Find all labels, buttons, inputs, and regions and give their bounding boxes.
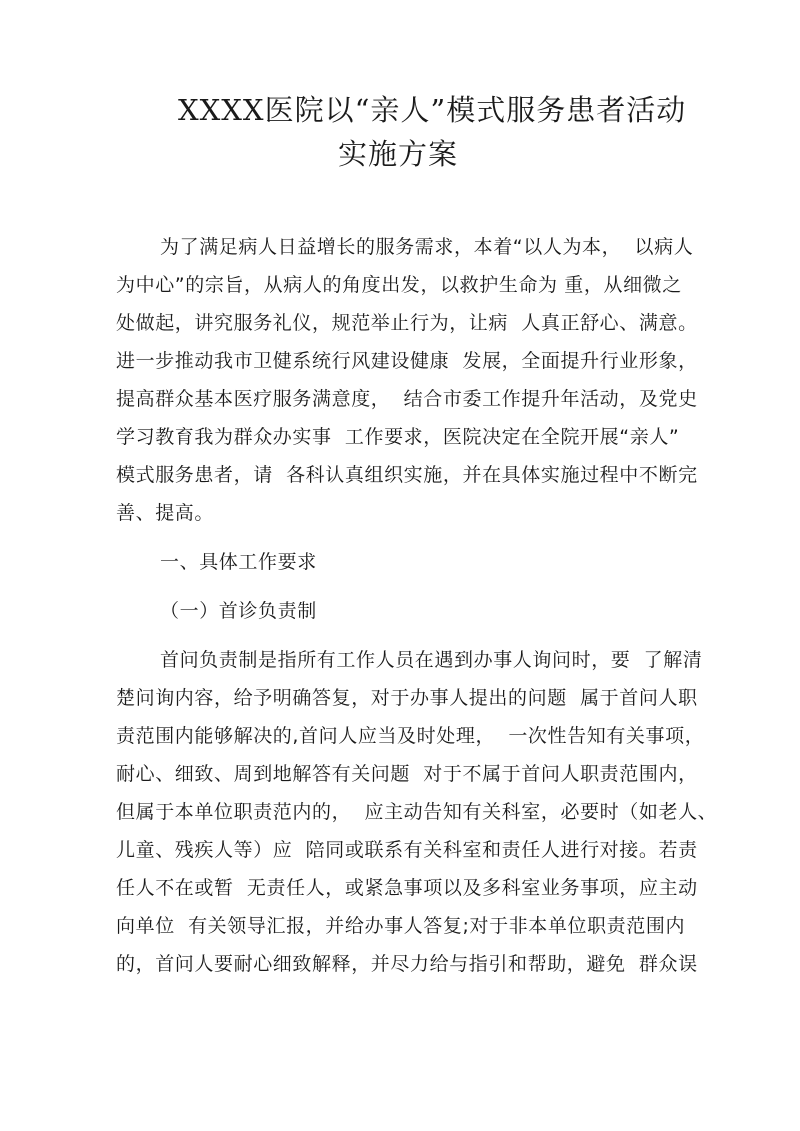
section-heading: 一、具体工作要求 [160, 551, 317, 573]
subsection-heading: （一）首诊负责制 [160, 600, 317, 622]
document-title-line-1: XXXX医院以“亲人”模式服务患者活动 [178, 93, 687, 127]
paragraph-line: 进一步推动我市卫健系统行风建设健康 发展，全面提升行业形象， [116, 350, 698, 372]
paragraph-line: 楚问询内容，给予明确答复，对于办事人提出的问题 属于首问人职 [116, 687, 698, 709]
paragraph-line: 但属于本单位职责范内的， 应主动告知有关科室，必要时（如老人、 [116, 801, 718, 823]
paragraph-line: 向单位 有关领导汇报，并给办事人答复;对于非本单位职责范围内 [116, 915, 686, 937]
paragraph-line: 耐心、细致、周到地解答有关问题 对于不属于首问人职责范围内， [116, 763, 698, 785]
document-title-line-2: 实施方案 [338, 137, 459, 171]
paragraph-line: 提高群众基本医疗服务满意度， 结合市委工作提升年活动，及党史 [116, 388, 698, 410]
paragraph-line: 为了满足病人日益增长的服务需求，本着“以人为本， 以病人 [160, 236, 694, 258]
paragraph-line: 善、提高。 [116, 502, 215, 524]
paragraph-line: 首问负责制是指所有工作人员在遇到办事人询问时，要 了解清 [160, 649, 703, 671]
paragraph-line: 任人不在或暂 无责任人，或紧急事项以及多科室业务事项，应主动 [116, 877, 698, 899]
paragraph-line: 的，首问人要耐心细致解释，并尽力给与指引和帮助，避免 群众误 [116, 953, 698, 975]
paragraph-line: 模式服务患者，请 各科认真组织实施，并在具体实施过程中不断完 [116, 464, 698, 486]
paragraph-line: 责范围内能够解决的,首问人应当及时处理， 一次性告知有关事项， [116, 725, 705, 747]
paragraph-line: 儿童、残疾人等）应 陪同或联系有关科室和责任人进行对接。若责 [116, 839, 698, 861]
paragraph-line: 学习教育我为群众办实事 工作要求，医院决定在全院开展“亲人” [116, 426, 680, 448]
paragraph-line: 处做起，讲究服务礼仪，规范举止行为，让病 人真正舒心、满意。 [116, 312, 698, 334]
paragraph-line: 为中心”的宗旨，从病人的角度出发，以救护生命为 重，从细微之 [116, 274, 682, 296]
